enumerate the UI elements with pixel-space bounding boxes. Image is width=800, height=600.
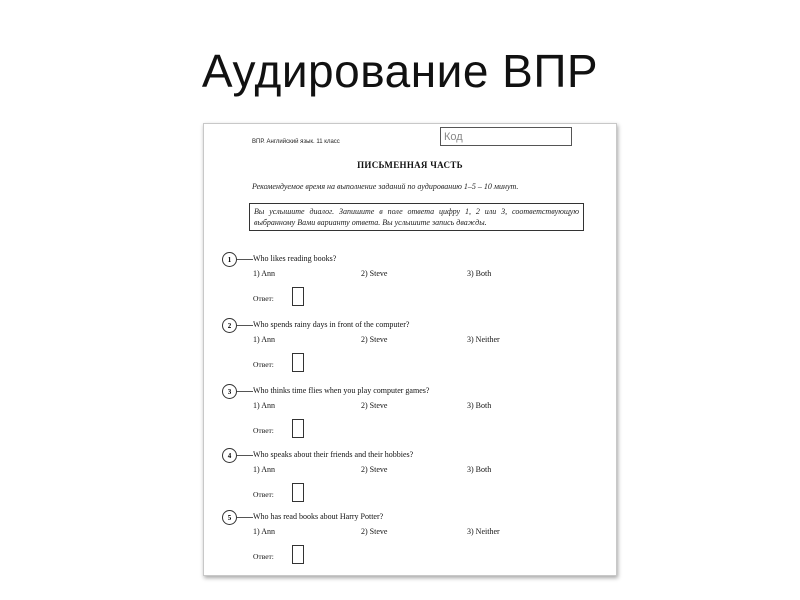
question-number-badge: 5: [222, 510, 237, 525]
option-1: 1) Ann: [253, 401, 275, 410]
question-item: [222, 510, 602, 570]
question-text: Who spends rainy days in front of the computer?: [253, 320, 410, 329]
option-1: 1) Ann: [253, 335, 275, 344]
connector-line: [237, 517, 253, 518]
answer-box: [292, 419, 304, 438]
question-item: [222, 448, 602, 508]
option-3: 3) Both: [467, 401, 492, 410]
question-item: [222, 252, 602, 312]
option-2: 2) Steve: [361, 269, 388, 278]
question-text: Who likes reading books?: [253, 254, 337, 263]
option-1: 1) Ann: [253, 269, 275, 278]
answer-box: [292, 483, 304, 502]
option-3: 3) Neither: [467, 335, 500, 344]
answer-box: [292, 545, 304, 564]
question-text: Who thinks time flies when you play computer games?: [253, 386, 430, 395]
question-number-badge: 3: [222, 384, 237, 399]
option-2: 2) Steve: [361, 401, 388, 410]
option-3: 3) Neither: [467, 527, 500, 536]
answer-box: [292, 287, 304, 306]
option-1: 1) Ann: [253, 465, 275, 474]
question-text: Who has read books about Harry Potter?: [253, 512, 384, 521]
option-3: 3) Both: [467, 269, 492, 278]
worksheet-image: [203, 123, 617, 576]
answer-label: Ответ:: [253, 552, 274, 561]
option-1: 1) Ann: [253, 527, 275, 536]
connector-line: [237, 325, 253, 326]
answer-box: [292, 353, 304, 372]
question-number-badge: 2: [222, 318, 237, 333]
slide-title: Аудирование ВПР: [201, 45, 599, 97]
question-number-badge: 1: [222, 252, 237, 267]
answer-label: Ответ:: [253, 360, 274, 369]
question-item: [222, 318, 602, 378]
instructions-box: Вы услышите диалог. Запишите в поле ответа цифру 1, 2 или 3, соответствующую выбранному Вами варианту ответа. Вы услышите запись дважды.: [249, 203, 584, 231]
option-2: 2) Steve: [361, 527, 388, 536]
answer-label: Ответ:: [253, 490, 274, 499]
connector-line: [237, 455, 253, 456]
code-field: Код: [440, 127, 572, 146]
question-text: Who speaks about their friends and their hobbies?: [253, 450, 414, 459]
connector-line: [237, 391, 253, 392]
option-3: 3) Both: [467, 465, 492, 474]
answer-label: Ответ:: [253, 426, 274, 435]
connector-line: [237, 259, 253, 260]
question-number-badge: 4: [222, 448, 237, 463]
time-recommendation: Рекомендуемое время на выполнение заданий по аудированию 1–5 – 10 минут.: [252, 182, 519, 191]
answer-label: Ответ:: [253, 294, 274, 303]
option-2: 2) Steve: [361, 335, 388, 344]
question-item: [222, 384, 602, 444]
section-title: ПИСЬМЕННАЯ ЧАСТЬ: [357, 160, 463, 170]
worksheet-header: ВПР. Английский язык. 11 класс: [252, 139, 340, 145]
option-2: 2) Steve: [361, 465, 388, 474]
